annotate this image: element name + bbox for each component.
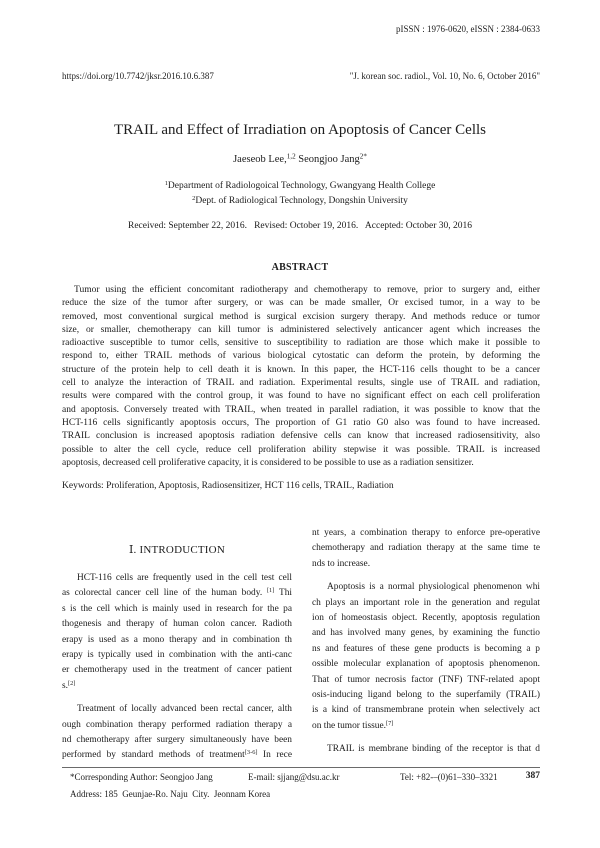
abstract-line: size, or smaller, chemotherapy can kill tumor is administered selectively anticancer agent which increases the [62, 324, 540, 335]
submission-dates: Received: September 22, 2016. Revised: October 19, 2016. Accepted: October 30, 2016 [127, 221, 473, 231]
intro-right-line: nds to increase. [312, 558, 371, 569]
author-affiliation-mark: 2* [359, 152, 367, 161]
page-number: 387 [525, 771, 540, 781]
author-name: Seongjoo Jang [298, 154, 360, 165]
corresponding-author: *Corresponding Author: Seongjoo Jang [70, 772, 213, 782]
intro-right-line: ion of homeostasis object. Recently, apoptosis regulation [312, 613, 540, 624]
affiliation-mark: 2 [192, 194, 196, 202]
intro-right-line: osis-inducing ligand belong to the superfamily (TRAIL) [312, 690, 540, 701]
author-affiliation-mark: 1,2 [286, 152, 296, 161]
intro-right-line: That of tumor necrosis factor (TNF) TNF-related apopt [312, 674, 540, 685]
left-column [62, 571, 292, 764]
intro-right-line: chemotherapy and radiation therapy at the same time te [312, 543, 540, 554]
section-heading-introduction: Ⅰ. INTRODUCTION [129, 544, 225, 556]
abstract-line: cell to analyze the interaction of TRAIL and radiation. Experimental results, single use of TRAIL and radiation, [62, 378, 540, 389]
footnote-divider [62, 767, 540, 768]
abstract-line: HCT-116 cells significantly apoptosis occurs, The proportion of G1 ratio G0 also was found to have increased. [62, 417, 540, 428]
affiliation-text: Dept. of Radiological Technology, Dongshin University [195, 196, 408, 206]
right-column [312, 526, 540, 758]
intro-right-line: ossible molecular explanation of apoptosis phenomenon. [312, 659, 540, 670]
abstract-line: structure of the protein help to cell death it is known. In this paper, the HCT-116 cells thought to be a cancer [62, 364, 540, 375]
intro-left-line: s.[2] [62, 679, 76, 691]
intro-left-line: er chemotherapy used in the treatment of cancer patient [62, 665, 292, 676]
intro-right-line: TRAIL is membrane binding of the receptor is that d [327, 744, 540, 755]
intro-left-line: as colorectal cancer cell line of the human body. [1] Thi [62, 587, 292, 599]
keywords: Keywords: Proliferation, Apoptosis, Radiosensitizer, HCT 116 cells, TRAIL, Radiation [62, 481, 394, 491]
abstract-line: Tumor using the efficient concomitant radiotherapy and chemotherapy to remove, prior to surgery and, either [74, 285, 540, 295]
abstract-line: results were compared with the control group, it was found to have no significant effect on each cell proliferation [62, 391, 540, 402]
journal-citation: "J. korean soc. radiol., Vol. 10, No. 6, October 2016" [349, 71, 540, 81]
abstract-line: possible to alter the cell cycle, reduce cell proliferation ability stepwise it was possible. TRAIL is increased [62, 444, 540, 455]
author-email[interactable]: E-mail: sjjang@dsu.ac.kr [248, 772, 340, 782]
abstract-body [62, 284, 540, 470]
affiliation-text: Department of Radiologoical Technology, Gwangyang Health College [167, 181, 436, 191]
intro-right-line: nt years, a combination therapy to enforce pre-operative [312, 528, 540, 538]
intro-left-line: s is the cell which is mainly used in research for the pa [62, 603, 292, 614]
affiliation-mark: 1 [164, 179, 168, 187]
intro-left-line: erapy is typically used in combination with the anti-canc [62, 650, 292, 661]
abstract-line: radioactive susceptible to tumor cells, sensitive to susceptibility to radiation are those which make it possible to [62, 338, 540, 349]
abstract-line: apoptosis, decreased cell proliferative capacity, it is considered to be possible to use as a radiation sensitizer. [62, 457, 474, 468]
intro-left-line: Treatment of locally advanced been rectal cancer, alth [77, 704, 292, 715]
affiliation-2 [0, 195, 600, 207]
intro-right-line: ns and features of these gene products is becoming a p [312, 643, 540, 654]
intro-right-line: Apoptosis is a normal physiological phenomenon whi [327, 582, 540, 593]
intro-left-line: erapy is used as a mono therapy and in combination th [62, 634, 292, 645]
intro-right-line: on the tumor tissue.[7] [312, 719, 394, 731]
citation-superscript: [3-6] [244, 749, 258, 757]
citation-superscript: [2] [68, 679, 76, 687]
intro-left-line: performed by standard methods of treatment[3-6] In rece [62, 749, 292, 761]
intro-right-line: ch plays an important role in the generation and regulat [312, 597, 540, 608]
intro-left-line: thogenesis and therapy of human colon cancer. Radioth [62, 619, 292, 630]
intro-left-line: nd chemotherapy after surgery simultaneously have been [62, 735, 292, 746]
intro-right-paragraph [312, 526, 540, 572]
intro-right-paragraph [312, 580, 540, 734]
author-list [0, 153, 600, 166]
abstract-line: TRAIL conclusion is increased apoptosis radiation defensive cells can know that increased radiosensitivity, also [62, 431, 540, 442]
citation-superscript: [7] [385, 719, 394, 727]
doi-link[interactable]: https://doi.org/10.7742/jksr.2016.10.6.387 [62, 71, 214, 81]
abstract-line: removed, most conventional surgical method is surgical excision surgery therapy. And methods reduce or tumor [62, 311, 540, 322]
intro-left-line: ough combination therapy performed radiation therapy a [62, 719, 292, 730]
intro-right-line: is a kind of transmembrane protein when selectively act [312, 705, 540, 716]
intro-left-paragraph [62, 571, 292, 694]
author-name: Jaeseob Lee, [233, 154, 287, 165]
intro-left-line: HCT-116 cells are frequently used in the cell test cell [77, 573, 292, 583]
abstract-line: and apoptosis. Conversely treated with TRAIL, when treated in parallel radiation, it was possible to know that the [62, 404, 540, 415]
author-phone: Tel: +82-–(0)61–330–3321 [400, 772, 498, 782]
abstract-line: respond to, either TRAIL methods of various biological cytostatic can deform the protein, by deforming the [62, 351, 540, 362]
abstract-line: reduce the size of the tumor after surgery, or was can be made smaller, Or excised tumor, in a way to be [62, 298, 540, 309]
abstract-paragraph [62, 284, 540, 470]
intro-right-paragraph [312, 742, 540, 757]
author-address: Address: 185 Geunjae-Ro. Naju City. Jeonnam Korea [70, 789, 271, 799]
citation-superscript: [1] [266, 587, 275, 595]
paper-title: TRAIL and Effect of Irradiation on Apoptosis of Cancer Cells [114, 122, 486, 138]
issn-line: pISSN : 1976-0620, eISSN : 2384-0633 [395, 24, 540, 34]
intro-left-paragraph [62, 702, 292, 764]
affiliation-1 [0, 180, 600, 192]
intro-right-line: and has involved many genes, by examining the functio [312, 628, 540, 639]
abstract-heading: ABSTRACT [271, 262, 329, 273]
